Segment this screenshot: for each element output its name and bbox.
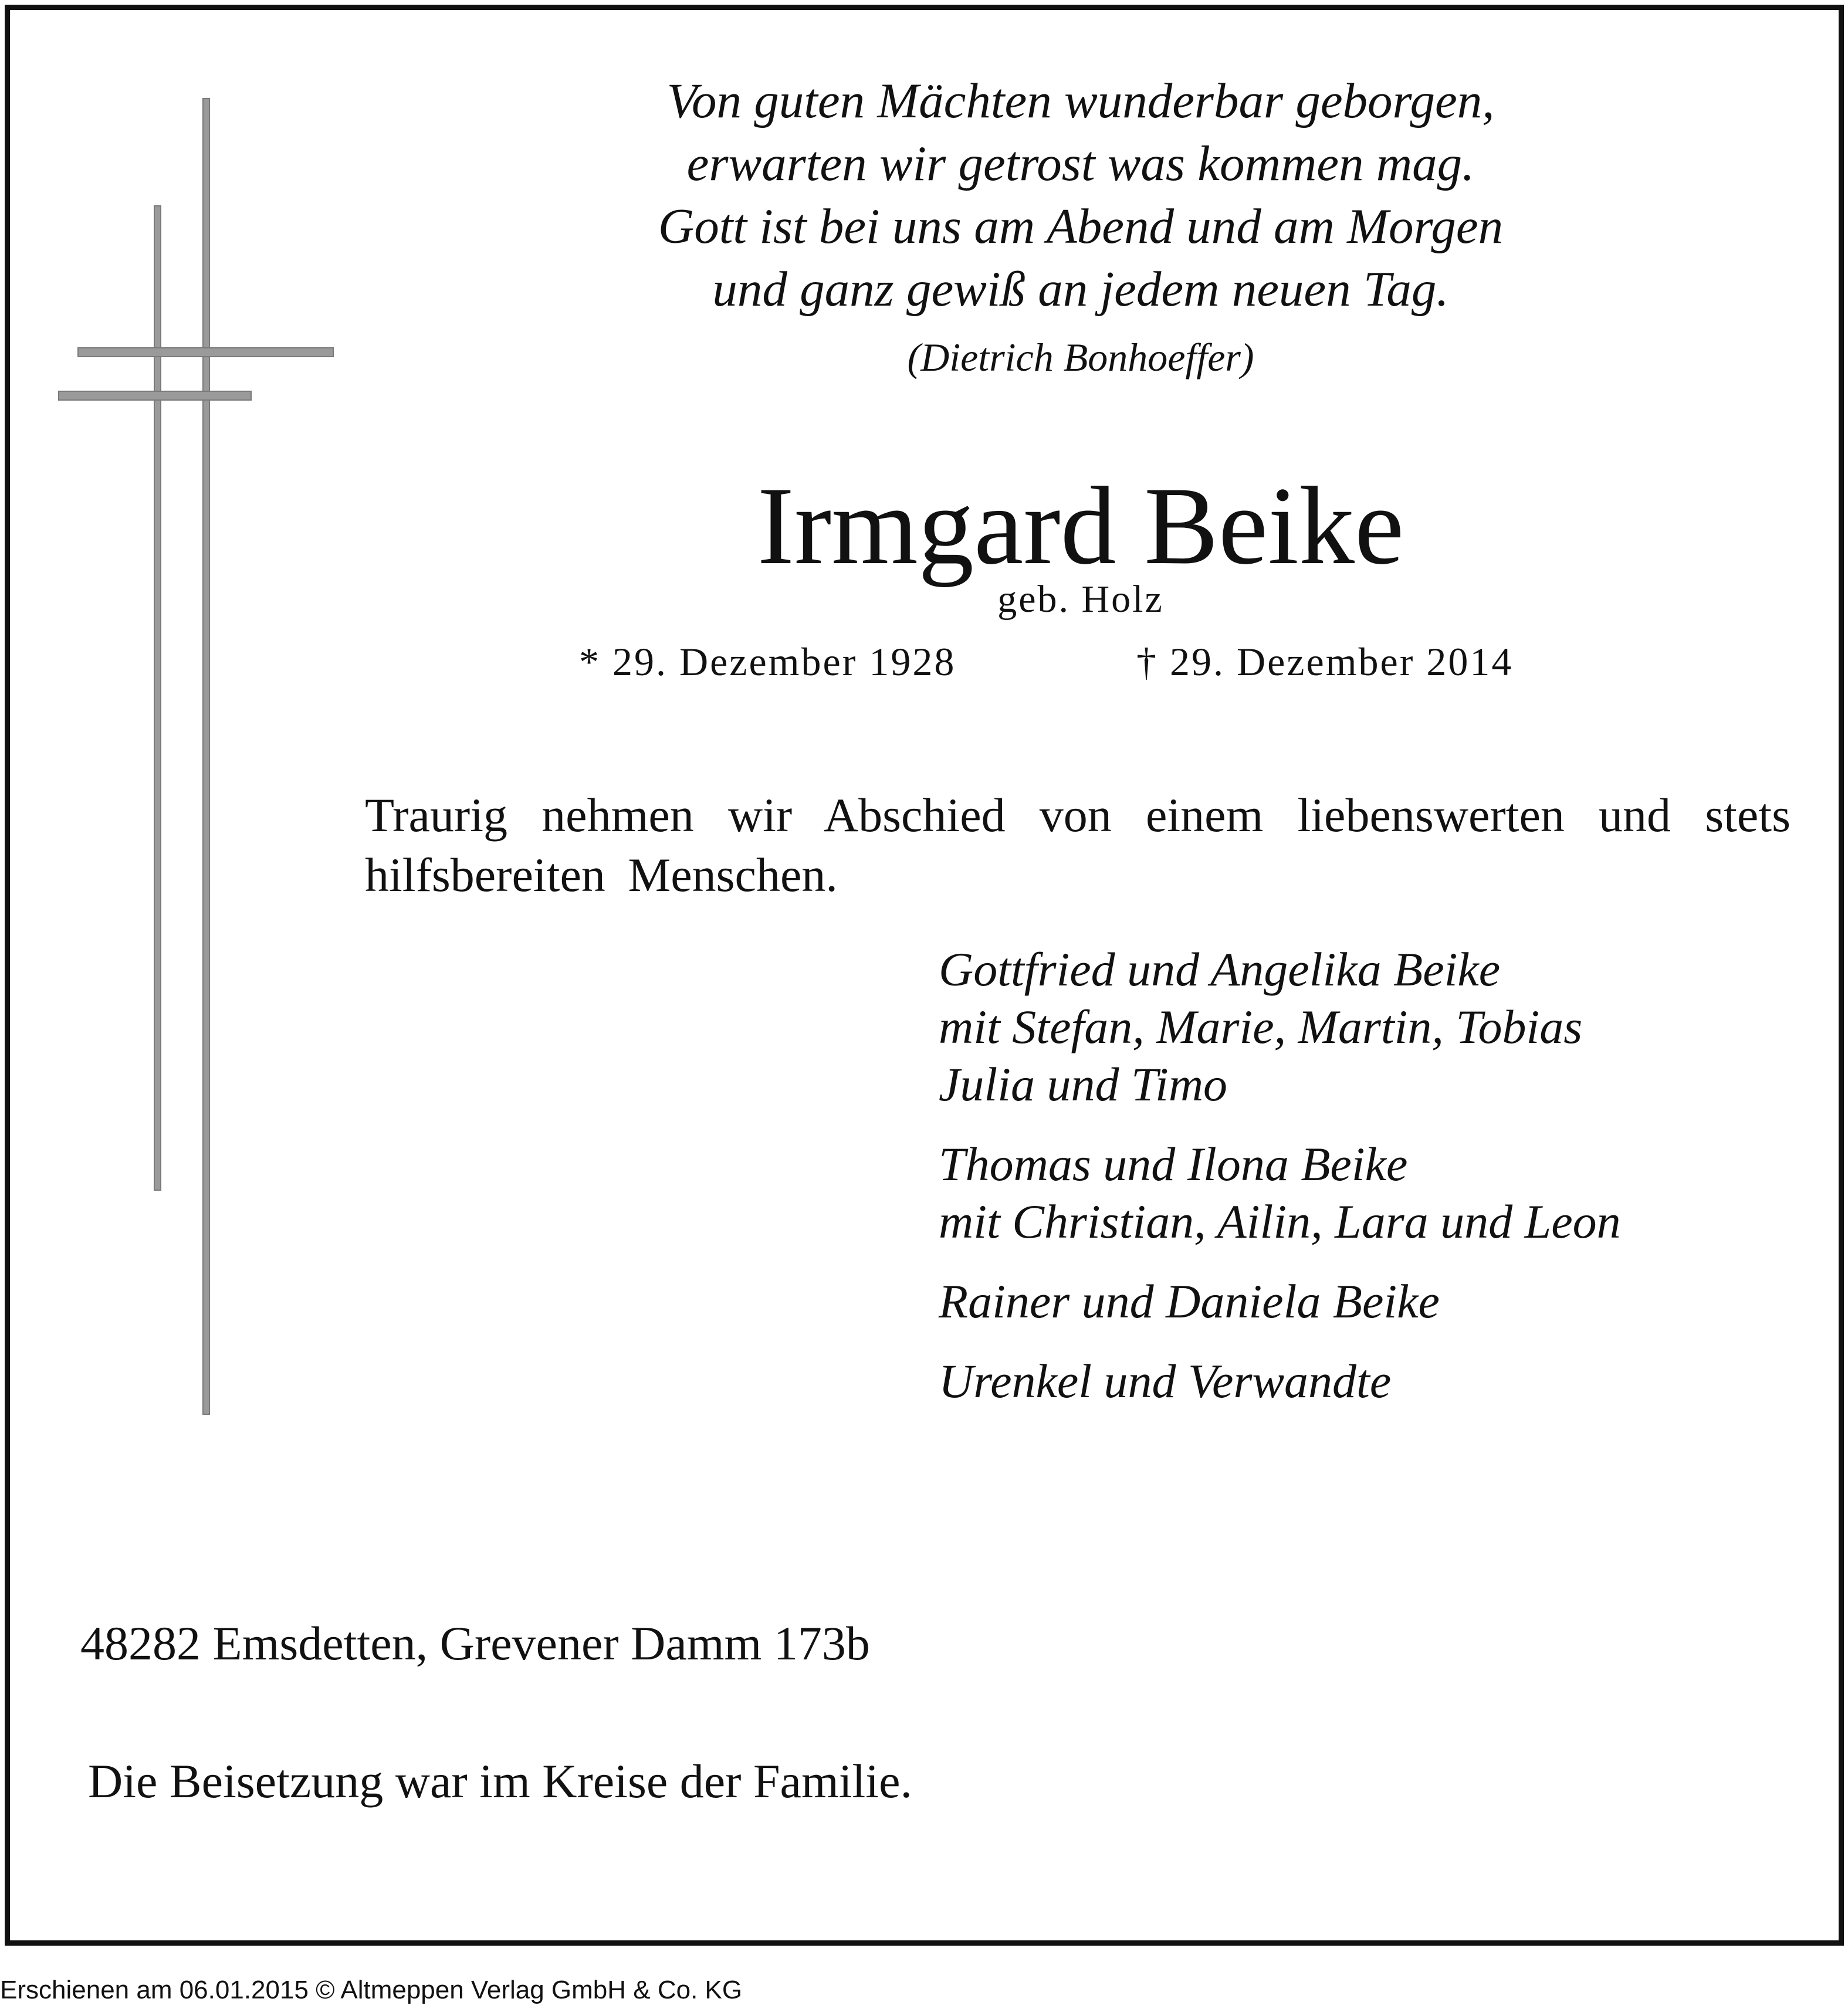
poem <box>538 70 1623 321</box>
mourners-list <box>939 941 1621 1432</box>
mourner-line: mit Christian, Ailin, Lara und Leon <box>939 1195 1621 1248</box>
mourner-line: Thomas und Ilona Beike <box>939 1137 1408 1191</box>
mourner-line: Urenkel und Verwandte <box>939 1354 1392 1408</box>
poem-attribution: (Dietrich Bonhoeffer) <box>907 335 1254 380</box>
publication-footer: Erschienen am 06.01.2015 © Altmeppen Verlag GmbH & Co. KG <box>0 1976 743 2004</box>
mourner-group <box>939 1136 1621 1251</box>
birth-date: * 29. Dezember 1928 <box>579 639 956 684</box>
deceased-name: Irmgard Beike <box>757 465 1404 588</box>
mourner-line: mit Stefan, Marie, Martin, Tobias <box>939 1000 1583 1053</box>
cross-upright-long <box>202 98 210 1415</box>
mourner-group <box>939 1273 1621 1330</box>
poem-line: erwarten wir getrost was kommen mag. <box>686 136 1475 191</box>
mourner-line: Rainer und Daniela Beike <box>939 1275 1440 1328</box>
mourner-group <box>939 941 1621 1113</box>
poem-line: Von guten Mächten wunderbar geborgen, <box>666 73 1495 128</box>
poem-line: Gott ist bei uns am Abend und am Morgen <box>658 199 1504 254</box>
farewell-text: Traurig nehmen wir Abschied von einem liebenswerten und stets hilfsbereiten Menschen. <box>365 788 1791 902</box>
mourner-line: Julia und Timo <box>939 1058 1228 1111</box>
mourner-line: Gottfried und Angelika Beike <box>939 943 1501 996</box>
death-date: † 29. Dezember 2014 <box>1136 639 1514 684</box>
cross-beam-upper <box>77 347 334 357</box>
burial-note: Die Beisetzung war im Kreise der Familie. <box>88 1754 912 1808</box>
obituary-notice <box>5 5 1844 1946</box>
address: 48282 Emsdetten, Grevener Damm 173b <box>80 1617 870 1670</box>
mourner-group <box>939 1353 1621 1410</box>
poem-line: und ganz gewiß an jedem neuen Tag. <box>712 262 1449 317</box>
maiden-name: geb. Holz <box>997 578 1164 621</box>
cross-beam-lower <box>58 391 252 401</box>
